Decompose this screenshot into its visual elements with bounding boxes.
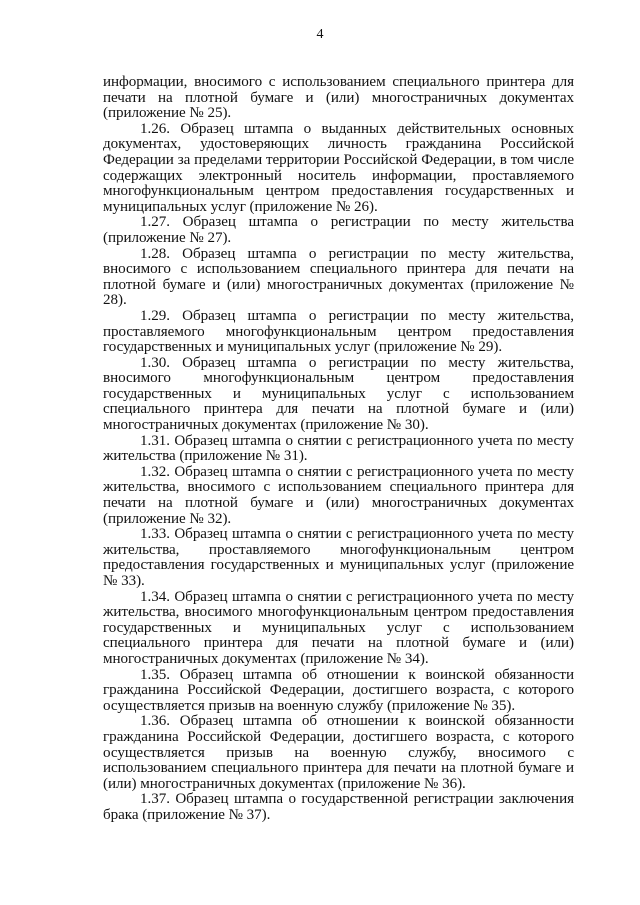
paragraph-1-27: 1.27. Образец штампа о регистрации по месту жительства (приложение № 27). xyxy=(103,214,574,246)
paragraph-1-26: 1.26. Образец штампа о выданных действительных основных документах, удостоверяющих личность гражданина Российской Федерации за пределами территории Российской Федерации, в том числе содержащих электронный носитель информации, проставляемого многофункциональным центром предоставления государственных и муниципальных услуг (приложение № 26). xyxy=(103,120,574,215)
paragraph-1-29: 1.29. Образец штампа о регистрации по месту жительства, проставляемого многофункциональным центром предоставления государственных и муниципальных услуг (приложение № 29). xyxy=(103,307,574,356)
paragraph-1-36: 1.36. Образец штампа об отношении к воинской обязанности гражданина Российской Федерации, достигшего возраста, с которого осуществляется призыв на военную службу, вносимого с использованием специального принтера для печати на плотной бумаге и (или) многостраничных документах (приложение № 36). xyxy=(103,713,574,792)
paragraph-1-35: 1.35. Образец штампа об отношении к воинской обязанности гражданина Российской Федерации, достигшего возраста, с которого осуществляется призыв на военную службу (приложение № 35). xyxy=(103,666,574,714)
paragraph-1-30: 1.30. Образец штампа о регистрации по месту жительства, вносимого многофункциональным центром предоставления государственных и муниципальных услуг с использованием специального принтера для печати на плотной бумаге и (или) многостраничных документах (приложение № 30). xyxy=(103,354,574,434)
page-number: 4 xyxy=(316,27,324,42)
paragraph-continuation: информации, вносимого с использованием специального принтера для печати на плотной бумаге и (или) многостраничных документах (приложение № 25). xyxy=(103,74,574,122)
paragraph-1-28: 1.28. Образец штампа о регистрации по месту жительства, вносимого с использованием специального принтера для печати на плотной бумаге и (или) многостраничных документах (приложение № 28). xyxy=(103,245,574,309)
paragraph-1-32: 1.32. Образец штампа о снятии с регистрационного учета по месту жительства, вносимого с использованием специального принтера для печати на плотной бумаге и (или) многостраничных документах (приложение № 32). xyxy=(103,463,574,527)
paragraph-1-31: 1.31. Образец штампа о снятии с регистрационного учета по месту жительства (приложение № 31). xyxy=(103,432,574,465)
paragraph-1-37: 1.37. Образец штампа о государственной регистрации заключения брака (приложение № 37). xyxy=(103,791,574,823)
paragraph-1-34: 1.34. Образец штампа о снятии с регистрационного учета по месту жительства, вносимого многофункциональным центром предоставления государственных и муниципальных услуг с использованием специального принтера для печати на плотной бумаге и (или) многостраничных документах (приложение № 34). xyxy=(103,588,574,667)
document-body xyxy=(103,75,574,824)
paragraph-1-33: 1.33. Образец штампа о снятии с регистрационного учета по месту жительства, проставляемого многофункциональным центром предоставления государственных и муниципальных услуг (приложение № 33). xyxy=(103,526,574,589)
